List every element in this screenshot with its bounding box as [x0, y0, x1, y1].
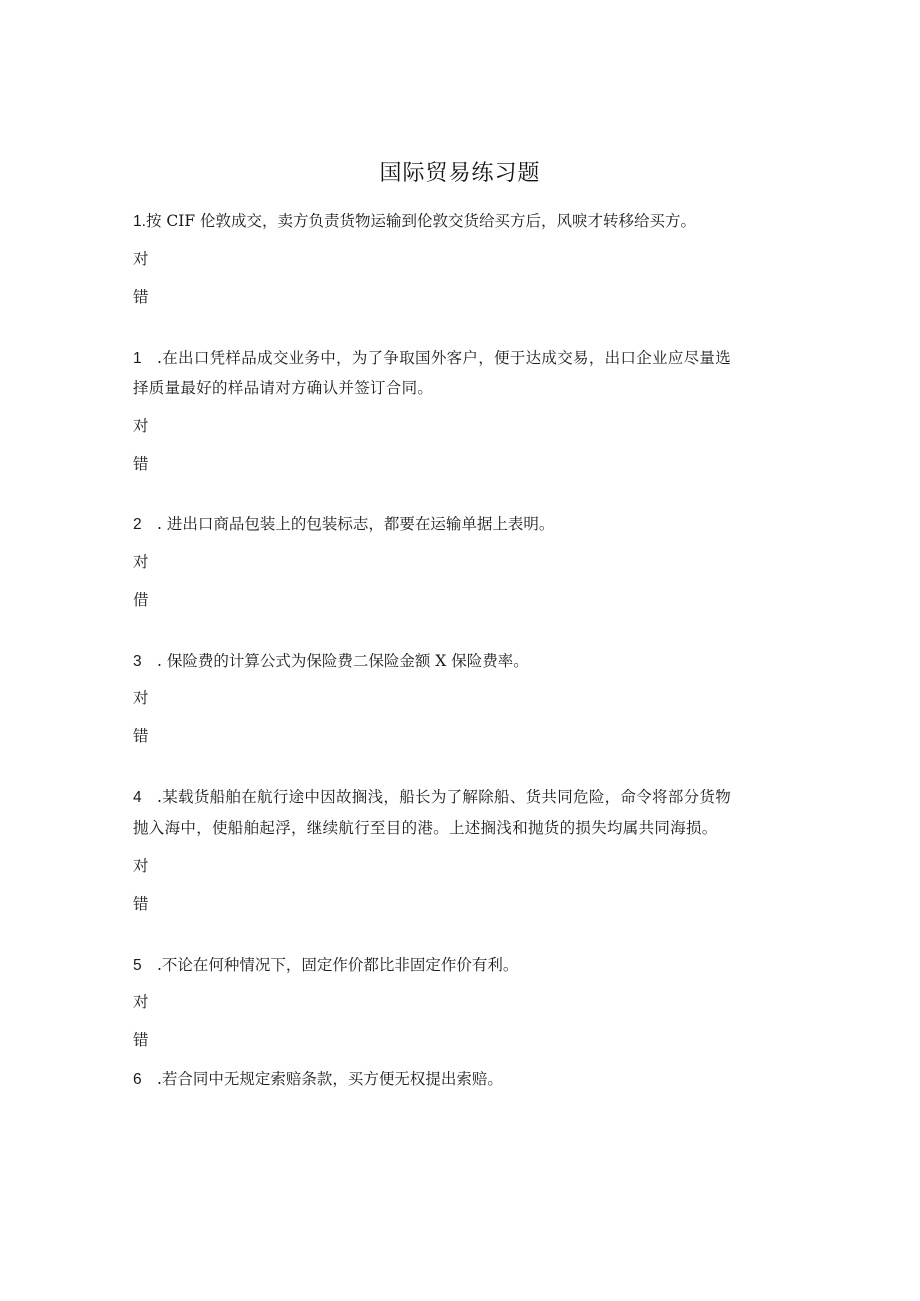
question-text-line-1: .某载货船舶在航行途中因故搁浅，船长为了解除船、货共同危险，命令将部分货物: [157, 788, 732, 806]
option-false: 借: [133, 591, 149, 609]
question-number: 1: [133, 350, 142, 367]
question-3: [133, 514, 554, 535]
option-true: 对: [133, 689, 149, 707]
option-false: 错: [133, 895, 149, 913]
question-text: .若合同中无规定索赔条款，买方便无权提出索赔。: [157, 1070, 503, 1088]
question-6: [133, 955, 518, 976]
question-number: 5: [133, 957, 142, 974]
question-text-line-2: 择质量最好的样品请对方确认并签订合同。: [133, 379, 434, 397]
question-number: 4: [133, 789, 142, 806]
question-text: . 保险费的计算公式为保险费二保险金额 X 保险费率。: [157, 652, 529, 670]
question-1: [133, 211, 696, 232]
question-2-continued: [133, 378, 433, 398]
question-text: 按 CIF 伦敦成交，卖方负责货物运输到伦敦交货给买方后，风唳才转移给买方。: [145, 212, 697, 230]
option-false: 错: [133, 288, 149, 306]
question-2: [133, 348, 731, 369]
question-number: 2: [133, 516, 142, 533]
question-text-line-1: .在出口凭样品成交业务中，为了争取国外客户，便于达成交易，出口企业应尽量选: [157, 349, 732, 367]
option-true: 对: [133, 250, 149, 268]
option-true: 对: [133, 993, 149, 1011]
question-text: . 进出口商品包装上的包装标志，都要在运输单据上表明。: [157, 515, 555, 533]
option-true: 对: [133, 553, 149, 571]
option-false: 错: [133, 727, 149, 745]
page-title: 国际贸易练习题: [379, 161, 541, 186]
question-5: [133, 787, 731, 808]
question-number: 1.: [133, 213, 146, 230]
question-number: 6: [133, 1071, 142, 1088]
question-number: 3: [133, 653, 142, 670]
question-text-line-2: 抛入海中，使船舶起浮，继续航行至目的港。上述搁浅和抛货的损失均属共同海损。: [133, 819, 718, 837]
option-true: 对: [133, 857, 149, 875]
question-text: .不论在何种情况下，固定作价都比非固定作价有利。: [157, 956, 519, 974]
option-false: 错: [133, 1031, 149, 1049]
question-5-continued: [133, 818, 718, 838]
question-7: [133, 1069, 503, 1090]
question-4: [133, 651, 529, 672]
option-false: 错: [133, 455, 149, 473]
option-true: 对: [133, 417, 149, 435]
